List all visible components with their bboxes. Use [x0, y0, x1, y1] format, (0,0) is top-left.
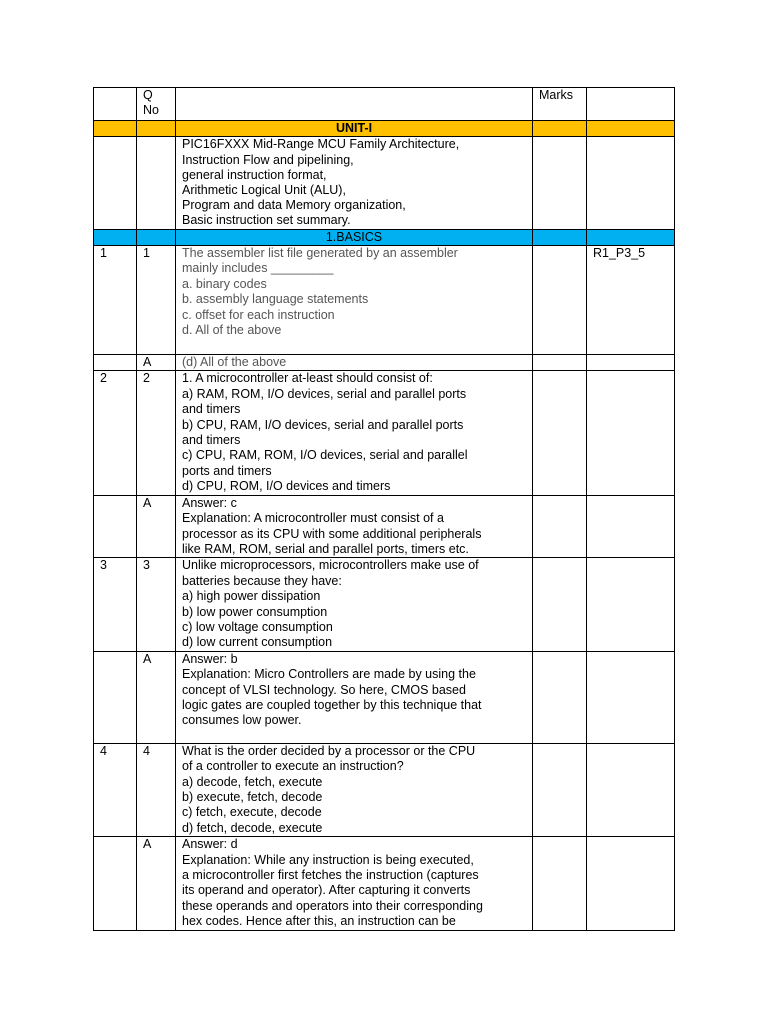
- question-text: [176, 558, 533, 651]
- answer-line: Answer: b: [182, 651, 238, 666]
- marks-cell: [533, 651, 587, 743]
- answer-line: consumes low power.: [182, 713, 302, 728]
- question-line: c. offset for each instruction: [182, 307, 335, 322]
- serial-number: 3: [94, 558, 137, 651]
- topic-item: general instruction format,: [182, 167, 327, 182]
- section-title: 1.BASICS: [176, 229, 533, 245]
- header-qno-line-1: Q: [143, 88, 153, 102]
- answer-cell-sno: [94, 651, 137, 743]
- section-row: [94, 229, 675, 245]
- answer-row: [94, 355, 675, 371]
- marks-cell: [533, 558, 587, 651]
- topics-cell-sno: [94, 137, 137, 229]
- question-line: Unlike microprocessors, microcontrollers make use of: [182, 558, 479, 573]
- question-line: of a controller to execute an instruction?: [182, 759, 404, 774]
- answer-line: Answer: d: [182, 837, 238, 852]
- answer-label: A: [137, 837, 176, 930]
- header-qno: [137, 88, 176, 121]
- answer-label: A: [137, 355, 176, 371]
- question-line: c) CPU, RAM, ROM, I/O devices, serial and parallel: [182, 448, 468, 463]
- topic-item: Instruction Flow and pipelining,: [182, 152, 354, 167]
- question-line: mainly includes _________: [182, 261, 334, 276]
- marks-cell: [533, 246, 587, 355]
- question-line: a. binary codes: [182, 276, 267, 291]
- question-line: b) CPU, RAM, I/O devices, serial and parallel ports: [182, 417, 464, 432]
- answer-text: [176, 355, 533, 371]
- question-number: 3: [137, 558, 176, 651]
- reference-code: R1_P3_5: [587, 246, 675, 355]
- reference-cell: [587, 495, 675, 558]
- answer-line: hex codes. Hence after this, an instruction can be: [182, 914, 456, 929]
- header-qno-line-2: No: [143, 103, 159, 118]
- marks-cell: [533, 371, 587, 495]
- question-line: c) fetch, execute, decode: [182, 805, 322, 820]
- answer-line: (d) All of the above: [182, 355, 287, 370]
- question-row: [94, 371, 675, 495]
- answer-cell-sno: [94, 837, 137, 930]
- question-bank-table: [93, 87, 675, 931]
- answer-cell-sno: [94, 495, 137, 558]
- serial-number: 4: [94, 743, 137, 836]
- question-line: d) CPU, ROM, I/O devices and timers: [182, 479, 391, 494]
- question-line: a) decode, fetch, execute: [182, 774, 323, 789]
- reference-cell: [587, 355, 675, 371]
- answer-line: logic gates are coupled together by this technique that: [182, 697, 482, 712]
- section-cell-ref: [587, 229, 675, 245]
- topics-cell-marks: [533, 137, 587, 229]
- question-line: d. All of the above: [182, 323, 282, 338]
- question-text: [176, 371, 533, 495]
- unit-title: UNIT-I: [176, 121, 533, 137]
- question-line: b. assembly language statements: [182, 292, 369, 307]
- unit-cell-ref: [587, 121, 675, 137]
- question-line: a) high power dissipation: [182, 589, 321, 604]
- question-text: [176, 743, 533, 836]
- marks-cell: [533, 495, 587, 558]
- question-line: b) execute, fetch, decode: [182, 789, 323, 804]
- unit-row: [94, 121, 675, 137]
- question-line: batteries because they have:: [182, 573, 342, 588]
- question-line: ports and timers: [182, 463, 272, 478]
- topics-cell-qno: [137, 137, 176, 229]
- question-row: [94, 246, 675, 355]
- topic-item: Program and data Memory organization,: [182, 198, 406, 213]
- answer-text: [176, 495, 533, 558]
- reference-cell: [587, 837, 675, 930]
- question-line: and timers: [182, 433, 241, 448]
- section-cell-qno: [137, 229, 176, 245]
- answer-line: Answer: c: [182, 495, 237, 510]
- header-ref: [587, 88, 675, 121]
- question-row: [94, 558, 675, 651]
- question-line: b) low power consumption: [182, 604, 328, 619]
- question-line: d) low current consumption: [182, 635, 333, 650]
- question-line: d) fetch, decode, execute: [182, 820, 323, 835]
- answer-text: [176, 837, 533, 930]
- question-number: 1: [137, 246, 176, 355]
- topic-item: Basic instruction set summary.: [182, 213, 351, 228]
- header-marks: Marks: [533, 88, 587, 121]
- serial-number: 1: [94, 246, 137, 355]
- serial-number: 2: [94, 371, 137, 495]
- marks-cell: [533, 837, 587, 930]
- question-text: [176, 246, 533, 355]
- reference-code: [587, 371, 675, 495]
- reference-code: [587, 743, 675, 836]
- marks-cell: [533, 743, 587, 836]
- answer-cell-sno: [94, 355, 137, 371]
- question-line: a) RAM, ROM, I/O devices, serial and parallel ports: [182, 386, 467, 401]
- question-line: 1. A microcontroller at-least should consist of:: [182, 371, 433, 386]
- unit-cell-sno: [94, 121, 137, 137]
- answer-line: these operands and operators into their corresponding: [182, 898, 483, 913]
- unit-cell-marks: [533, 121, 587, 137]
- answer-label: A: [137, 495, 176, 558]
- answer-line: processor as its CPU with some additional peripherals: [182, 526, 482, 541]
- question-row: [94, 743, 675, 836]
- answer-line: Explanation: Micro Controllers are made by using the: [182, 667, 476, 682]
- topics-row: [94, 137, 675, 229]
- answer-row: [94, 837, 675, 930]
- topic-item: Arithmetic Logical Unit (ALU),: [182, 183, 346, 198]
- answer-row: [94, 651, 675, 743]
- marks-cell: [533, 355, 587, 371]
- answer-line: its operand and operator). After capturing it converts: [182, 883, 471, 898]
- topic-item: PIC16FXXX Mid-Range MCU Family Architecture,: [182, 137, 460, 152]
- section-cell-sno: [94, 229, 137, 245]
- answer-line: Explanation: A microcontroller must consist of a: [182, 511, 444, 526]
- answer-line: like RAM, ROM, serial and parallel ports, timers etc.: [182, 541, 469, 556]
- question-number: 2: [137, 371, 176, 495]
- answer-line: a microcontroller first fetches the instruction (captures: [182, 868, 479, 882]
- question-line: What is the order decided by a processor or the CPU: [182, 743, 476, 758]
- header-question: [176, 88, 533, 121]
- unit-cell-qno: [137, 121, 176, 137]
- reference-cell: [587, 651, 675, 743]
- reference-code: [587, 558, 675, 651]
- topics-list: [176, 137, 533, 229]
- section-cell-marks: [533, 229, 587, 245]
- question-line: The assembler list file generated by an assembler: [182, 246, 458, 261]
- answer-row: [94, 495, 675, 558]
- topics-cell-ref: [587, 137, 675, 229]
- answer-line: concept of VLSI technology. So here, CMOS based: [182, 682, 466, 697]
- header-sno: [94, 88, 137, 121]
- question-number: 4: [137, 743, 176, 836]
- header-row: [94, 88, 675, 121]
- question-line: and timers: [182, 402, 241, 417]
- answer-line: Explanation: While any instruction is being executed,: [182, 852, 474, 867]
- question-line: c) low voltage consumption: [182, 619, 333, 634]
- answer-label: A: [137, 651, 176, 743]
- answer-text: [176, 651, 533, 743]
